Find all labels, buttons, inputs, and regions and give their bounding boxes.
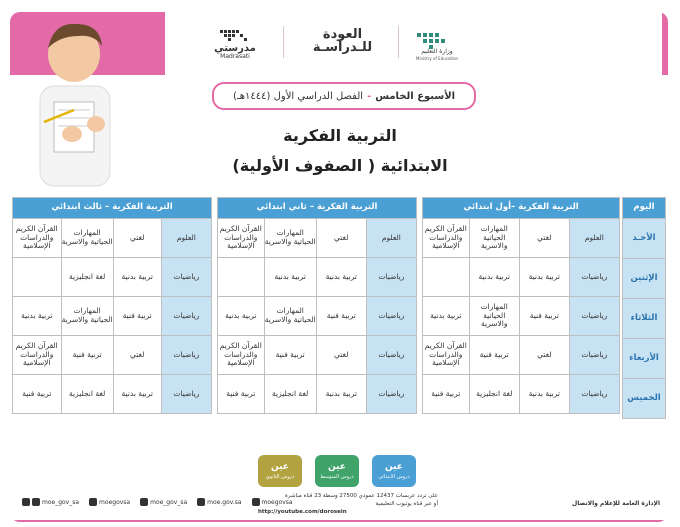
day-column [622,197,666,419]
madrasati-ar: مدرستي [214,43,256,54]
child-image [14,14,134,204]
period-cell: تربية بدنية [264,258,316,297]
back-to-school-logo [305,22,380,62]
period-cell: القرآن الكريم والدراسات الإسلامية [218,219,265,258]
period-cell: لغتي [519,219,569,258]
period-cell: رياضيات [366,375,416,414]
period-cell: تربية فنية [13,375,62,414]
period-cell [13,258,62,297]
period-cell: تربية بدنية [113,258,161,297]
youtube-info: أو عبر قناة يوتيوب التعليمية [375,501,438,507]
period-cell: رياضيات [366,258,416,297]
period-cell: لغة انجليزية [264,375,316,414]
period-cell: تربية بدنية [469,258,519,297]
channel-badge-middle[interactable] [315,455,359,487]
broadcast-info: على تردد عربسات 12437 عمودي 27500 وسطة 23 قناة مباشرة [285,493,438,499]
web-icon[interactable] [197,498,205,506]
term-label: الفصل الدراسي الأول (١٤٤٤هـ) [232,90,364,102]
day-cell: الخميس [623,379,666,419]
back-to-school-line1: العودة [322,27,363,43]
period-cell: تربية فنية [264,336,316,375]
period-cell: المهارات الحياتية والاسرية [61,297,113,336]
social-handle[interactable]: moegovsa [99,498,131,506]
period-cell: رياضيات [366,297,416,336]
period-cell [218,258,265,297]
moe-ar: وزارة التعليم [421,48,453,55]
period-cell: العلوم [161,219,211,258]
twitter-icon[interactable] [22,498,30,506]
period-cell: تربية فنية [218,375,265,414]
channel-label: دروس الابتدائي [378,474,410,480]
snapchat-icon[interactable] [140,498,148,506]
moe-en: Ministry of Education [415,56,459,61]
channel-badge-secondary[interactable] [258,455,302,487]
period-cell: تربية فنية [423,375,470,414]
grade-table-3 [12,197,212,414]
period-cell: المهارات الحياتية والاسرية [264,219,316,258]
period-cell: المهارات الحياتية والاسرية [264,297,316,336]
madrasati-en: Madrasati [220,53,250,60]
period-cell: تربية بدنية [13,297,62,336]
youtube-icon[interactable] [252,498,260,506]
period-cell: لغة انجليزية [469,375,519,414]
period-cell: رياضيات [161,336,211,375]
period-cell: العلوم [569,219,619,258]
period-cell: المهارات الحياتية والاسرية [61,219,113,258]
period-cell: رياضيات [366,336,416,375]
day-cell: الأحـد [623,219,666,259]
period-cell: العلوم [366,219,416,258]
period-cell: القرآن الكريم والدراسات الإسلامية [218,336,265,375]
period-cell: لغة انجليزية [61,375,113,414]
madrasati-icon [218,28,252,44]
period-cell: تربية فنية [113,297,161,336]
day-cell: الثلاثاء [623,299,666,339]
period-cell: لغتي [113,336,161,375]
period-cell [423,258,470,297]
divider [283,26,284,58]
period-cell: تربية بدنية [423,297,470,336]
channel-badge-primary[interactable] [372,455,416,487]
period-cell: تربية بدنية [113,375,161,414]
social-bar [22,498,293,506]
social-handle[interactable]: moe_gov_sa [42,498,80,506]
period-cell: لغتي [113,219,161,258]
channel-label: دروس المتوسط [320,474,354,480]
day-cell: الأربعاء [623,339,666,379]
period-cell: المهارات الحياتية والاسرية [469,219,519,258]
week-separator: - [367,90,372,102]
period-cell: تربية بدنية [316,258,366,297]
period-cell: رياضيات [569,375,619,414]
period-cell: تربية فنية [469,336,519,375]
day-header: اليوم [623,198,666,219]
period-cell: القرآن الكريم والدراسات الإسلامية [423,219,470,258]
ein-logo: عين [328,462,346,472]
period-cell: لغة انجليزية [61,258,113,297]
period-cell: القرآن الكريم والدراسات الإسلامية [13,336,62,375]
period-cell: تربية بدنية [519,258,569,297]
media-brand: الإدارة العامة للإعلام والاتصال [572,500,660,507]
grade-table-2 [217,197,417,414]
period-cell: لغتي [519,336,569,375]
social-handle[interactable]: moe_gov_sa [150,498,188,506]
period-cell: القرآن الكريم والدراسات الإسلامية [13,219,62,258]
channel-label: دروس الثانوي [265,474,295,480]
period-cell: رياضيات [569,336,619,375]
social-handle[interactable]: moe.gov.sa [207,498,242,506]
social-handle[interactable]: moegovsa [261,498,293,506]
instagram-icon[interactable] [32,498,40,506]
ein-logo: عين [271,462,289,472]
divider [398,26,399,58]
week-label: الأسبوع الخامس [375,90,456,102]
youtube-url[interactable]: http://youtube.com/dorosein [258,509,347,515]
grade-title: التربية الفكرية – ثالث ابتدائي [13,198,212,219]
stage-title: الابتدائية ( الصفوف الأولية) [232,156,448,175]
week-bar [212,82,476,110]
day-cell: الإثنين [623,259,666,299]
period-cell: رياضيات [161,297,211,336]
period-cell: رياضيات [161,375,211,414]
period-cell: تربية بدنية [519,375,569,414]
period-cell: تربية بدنية [218,297,265,336]
period-cell: تربية فنية [316,297,366,336]
grade-title: التربية الفكرية –أول ابتدائي [423,198,620,219]
period-cell: رياضيات [161,258,211,297]
period-cell: تربية بدنية [316,375,366,414]
period-cell: رياضيات [569,258,619,297]
period-cell: تربية فنية [61,336,113,375]
subject-title: التربية الفكرية [283,126,397,145]
period-cell: لغتي [316,219,366,258]
period-cell: تربية فنية [519,297,569,336]
ein-logo: عين [385,462,403,472]
grade-title: التربية الفكرية – ثاني ابتدائي [218,198,417,219]
facebook-icon[interactable] [89,498,97,506]
period-cell: لغتي [316,336,366,375]
madrasati-logo [205,24,265,64]
back-to-school-line2: للـدراسـة [312,40,373,56]
period-cell: القرآن الكريم والدراسات الإسلامية [423,336,470,375]
period-cell: المهارات الحياتية والاسرية [469,297,519,336]
grade-table-1 [422,197,620,414]
period-cell: رياضيات [569,297,619,336]
